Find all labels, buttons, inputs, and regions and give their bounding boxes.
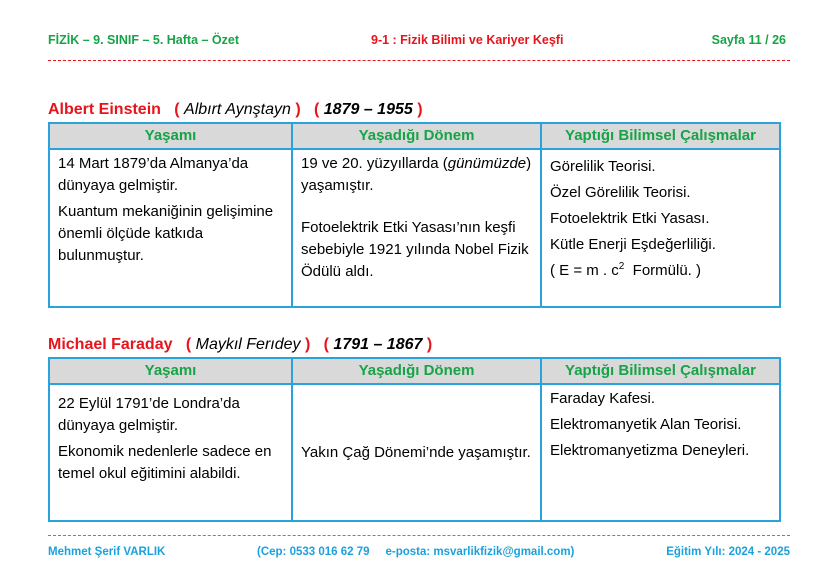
column-header-life: Yaşamı bbox=[49, 358, 292, 384]
column-header-works: Yaptığı Bilimsel Çalışmalar bbox=[541, 358, 780, 384]
work-item: Görelilik Teorisi. bbox=[550, 158, 656, 175]
footer-year: Eğitim Yılı: 2024 - 2025 bbox=[666, 546, 790, 558]
einstein-table bbox=[48, 122, 781, 308]
work-item: Kütle Enerji Eşdeğerliliği. bbox=[550, 236, 716, 253]
works-cell bbox=[541, 149, 780, 307]
header-page-number: Sayfa 11 / 26 bbox=[711, 33, 786, 47]
work-item: Özel Görelilik Teorisi. bbox=[550, 184, 691, 201]
column-header-life: Yaşamı bbox=[49, 123, 292, 149]
life-text: 22 Eylül 1791’de Londra’da dünyaya gelmiştir. bbox=[58, 395, 240, 434]
column-header-period: Yaşadığı Dönem bbox=[292, 123, 541, 149]
period-cell: Yakın Çağ Dönemi’nde yaşamıştır. bbox=[292, 384, 541, 521]
work-item: Elektromanyetik Alan Teorisi. bbox=[550, 416, 742, 433]
period-cell bbox=[292, 149, 541, 307]
scientist-title-faraday: Michael Faraday ( Maykıl Ferıdey ) ( 1791 – 1867 ) bbox=[48, 336, 433, 353]
column-header-works: Yaptığı Bilimsel Çalışmalar bbox=[541, 123, 780, 149]
footer-divider bbox=[48, 535, 790, 536]
life-cell bbox=[49, 149, 292, 307]
pronunciation: Maykıl Ferıdey bbox=[195, 336, 301, 353]
life-text: Ekonomik nedenlerle sadece en temel okul eğitimini alabildi. bbox=[58, 443, 272, 482]
life-text: Kuantum mekaniğinin gelişimine önemli ölçüde katkıda bulunmuştur. bbox=[58, 203, 274, 264]
works-cell bbox=[541, 384, 780, 521]
work-item: Elektromanyetizma Deneyleri. bbox=[550, 442, 750, 459]
pronunciation: Albırt Aynştayn bbox=[184, 101, 291, 118]
life-cell bbox=[49, 384, 292, 521]
work-item: Faraday Kafesi. bbox=[550, 390, 656, 407]
work-item: Fotoelektrik Etki Yasası. bbox=[550, 210, 710, 227]
life-text: 14 Mart 1879’da Almanya’da dünyaya gelmiştir. bbox=[58, 155, 249, 194]
header-divider bbox=[48, 60, 790, 61]
scientist-name: Michael Faraday bbox=[48, 336, 173, 353]
header-course: FİZİK – 9. SINIF – 5. Hafta – Özet bbox=[48, 33, 240, 47]
years: 1879 – 1955 bbox=[323, 101, 413, 118]
years: 1791 – 1867 bbox=[333, 336, 423, 353]
period-text: 19 ve 20. yüzyıllarda (günümüzde) yaşamıştır. bbox=[301, 155, 532, 194]
header-topic: 9-1 : Fizik Bilimi ve Kariyer Keşfi bbox=[371, 33, 564, 47]
faraday-table bbox=[48, 357, 781, 522]
scientist-title-einstein: Albert Einstein ( Albırt Aynştayn ) ( 1879 – 1955 ) bbox=[48, 101, 423, 118]
period-text: Fotoelektrik Etki Yasası’nın keşfi sebebiyle 1921 yılında Nobel Fizik Ödülü aldı. bbox=[301, 219, 529, 280]
formula: ( E = m . $c^2$ Formülü. ) bbox=[550, 261, 702, 279]
footer-author: Mehmet Şerif VARLIK bbox=[48, 546, 166, 558]
footer-contact: (Cep: 0533 016 62 79 e-posta: msvarlikfizik@gmail.com) bbox=[257, 546, 575, 558]
scientist-name: Albert Einstein bbox=[48, 101, 161, 118]
column-header-period: Yaşadığı Dönem bbox=[292, 358, 541, 384]
